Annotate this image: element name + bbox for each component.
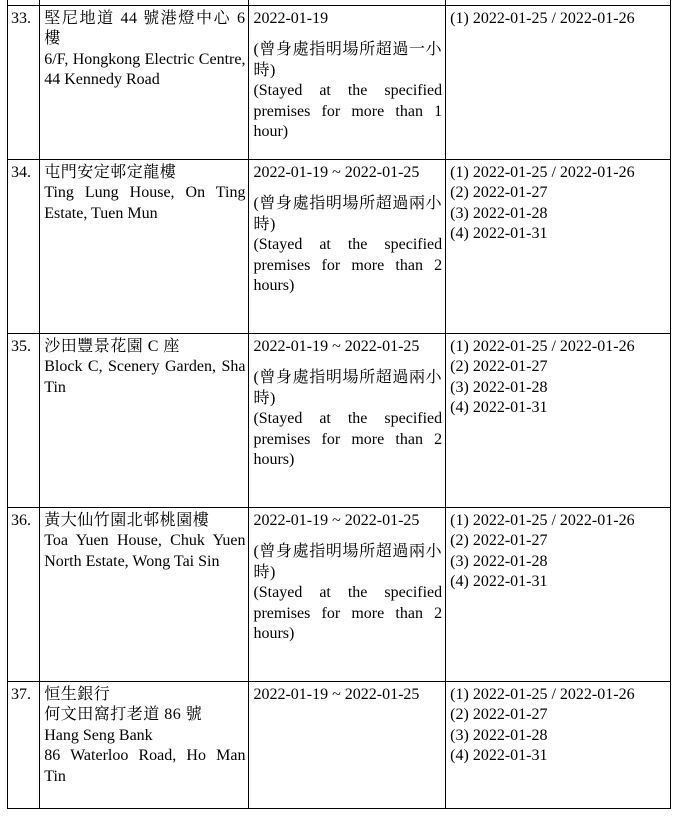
testing-dates-cell (446, 160, 671, 334)
location-chinese: 何文田窩打老道 86 號 (44, 706, 203, 724)
location-cell (40, 508, 249, 682)
visit-date-range: 2022-01-19 (253, 10, 329, 27)
testing-dates-cell (446, 508, 671, 682)
row-number: 34. (8, 160, 40, 334)
location-chinese: 堅尼地道 44 號港燈中心 6 樓 (44, 10, 246, 48)
visit-date-range: 2022-01-19 ~ 2022-01-25 (253, 512, 420, 529)
testing-date: (4) 2022-01-31 (450, 399, 548, 417)
stay-note-english: (Stayed at the specified premises for more than 2 hours) (253, 584, 443, 643)
specified-premises-table (7, 0, 671, 809)
testing-date: (2) 2022-01-27 (450, 358, 548, 376)
stay-note-chinese: (曾身處指明場所超過兩小時) (253, 543, 443, 581)
table-row (8, 160, 671, 334)
testing-date: (3) 2022-01-28 (450, 204, 548, 222)
exposure-table-page (7, 0, 671, 809)
location-chinese: 沙田豐景花園 C 座 (44, 338, 180, 355)
stay-note-english: (Stayed at the specified premises for more than 1 hour) (253, 82, 443, 141)
row-number: 37. (8, 682, 40, 809)
table-row (8, 682, 671, 809)
testing-date: (4) 2022-01-31 (450, 225, 548, 243)
table-row (8, 334, 671, 508)
location-cell (40, 334, 249, 508)
testing-date: (3) 2022-01-28 (450, 378, 548, 396)
visit-date-cell (249, 334, 446, 508)
location-chinese: 黃大仙竹園北邨桃園樓 (44, 512, 210, 529)
testing-dates-cell (446, 682, 671, 809)
stay-note-chinese: (曾身處指明場所超過一小時) (253, 41, 443, 79)
visit-date-range: 2022-01-19 ~ 2022-01-25 (253, 686, 420, 703)
testing-dates-cell (446, 334, 671, 508)
stay-note-english: (Stayed at the specified premises for more than 2 hours) (253, 410, 443, 469)
testing-date: (4) 2022-01-31 (450, 747, 548, 765)
visit-date-cell (249, 6, 446, 160)
previous-row-cutoff (8, 0, 671, 6)
location-chinese: 屯門安定邨定龍樓 (44, 164, 177, 181)
testing-dates-cell (446, 6, 671, 160)
location-english: Toa Yuen House, Chuk Yuen North Estate, Wong Tai Sin (44, 532, 246, 570)
testing-date: (3) 2022-01-28 (450, 726, 548, 744)
testing-date: (1) 2022-01-25 / 2022-01-26 (450, 10, 635, 27)
location-english: Block C, Scenery Garden, Sha Tin (44, 358, 246, 396)
location-cell (40, 682, 249, 809)
stay-note-english: (Stayed at the specified premises for more than 2 hours) (253, 236, 443, 295)
testing-date: (2) 2022-01-27 (450, 184, 548, 202)
testing-date: (2) 2022-01-27 (450, 706, 548, 724)
location-chinese: 恒生銀行 (44, 686, 111, 703)
row-number: 36. (8, 508, 40, 682)
table-row (8, 508, 671, 682)
location-cell (40, 6, 249, 160)
visit-date-cell (249, 682, 446, 809)
testing-date: (3) 2022-01-28 (450, 552, 548, 570)
location-english: Ting Lung House, On Ting Estate, Tuen Mun (44, 184, 246, 222)
testing-date: (4) 2022-01-31 (450, 573, 548, 591)
location-english: 86 Waterloo Road, Ho Man Tin (44, 747, 246, 785)
stay-note-chinese: (曾身處指明場所超過兩小時) (253, 369, 443, 407)
location-english: 6/F, Hongkong Electric Centre, 44 Kennedy Road (44, 50, 246, 89)
row-number: 35. (8, 334, 40, 508)
testing-date: (1) 2022-01-25 / 2022-01-26 (450, 686, 635, 703)
visit-date-range: 2022-01-19 ~ 2022-01-25 (253, 338, 420, 355)
stay-note-chinese: (曾身處指明場所超過兩小時) (253, 195, 443, 233)
visit-date-cell (249, 160, 446, 334)
testing-date: (1) 2022-01-25 / 2022-01-26 (450, 512, 635, 529)
testing-date: (2) 2022-01-27 (450, 532, 548, 550)
testing-date: (1) 2022-01-25 / 2022-01-26 (450, 338, 635, 355)
visit-date-cell (249, 508, 446, 682)
location-english: Hang Seng Bank (44, 726, 153, 744)
row-number: 33. (8, 6, 40, 160)
testing-date: (1) 2022-01-25 / 2022-01-26 (450, 164, 635, 181)
location-cell (40, 160, 249, 334)
visit-date-range: 2022-01-19 ~ 2022-01-25 (253, 164, 420, 181)
table-row (8, 6, 671, 160)
